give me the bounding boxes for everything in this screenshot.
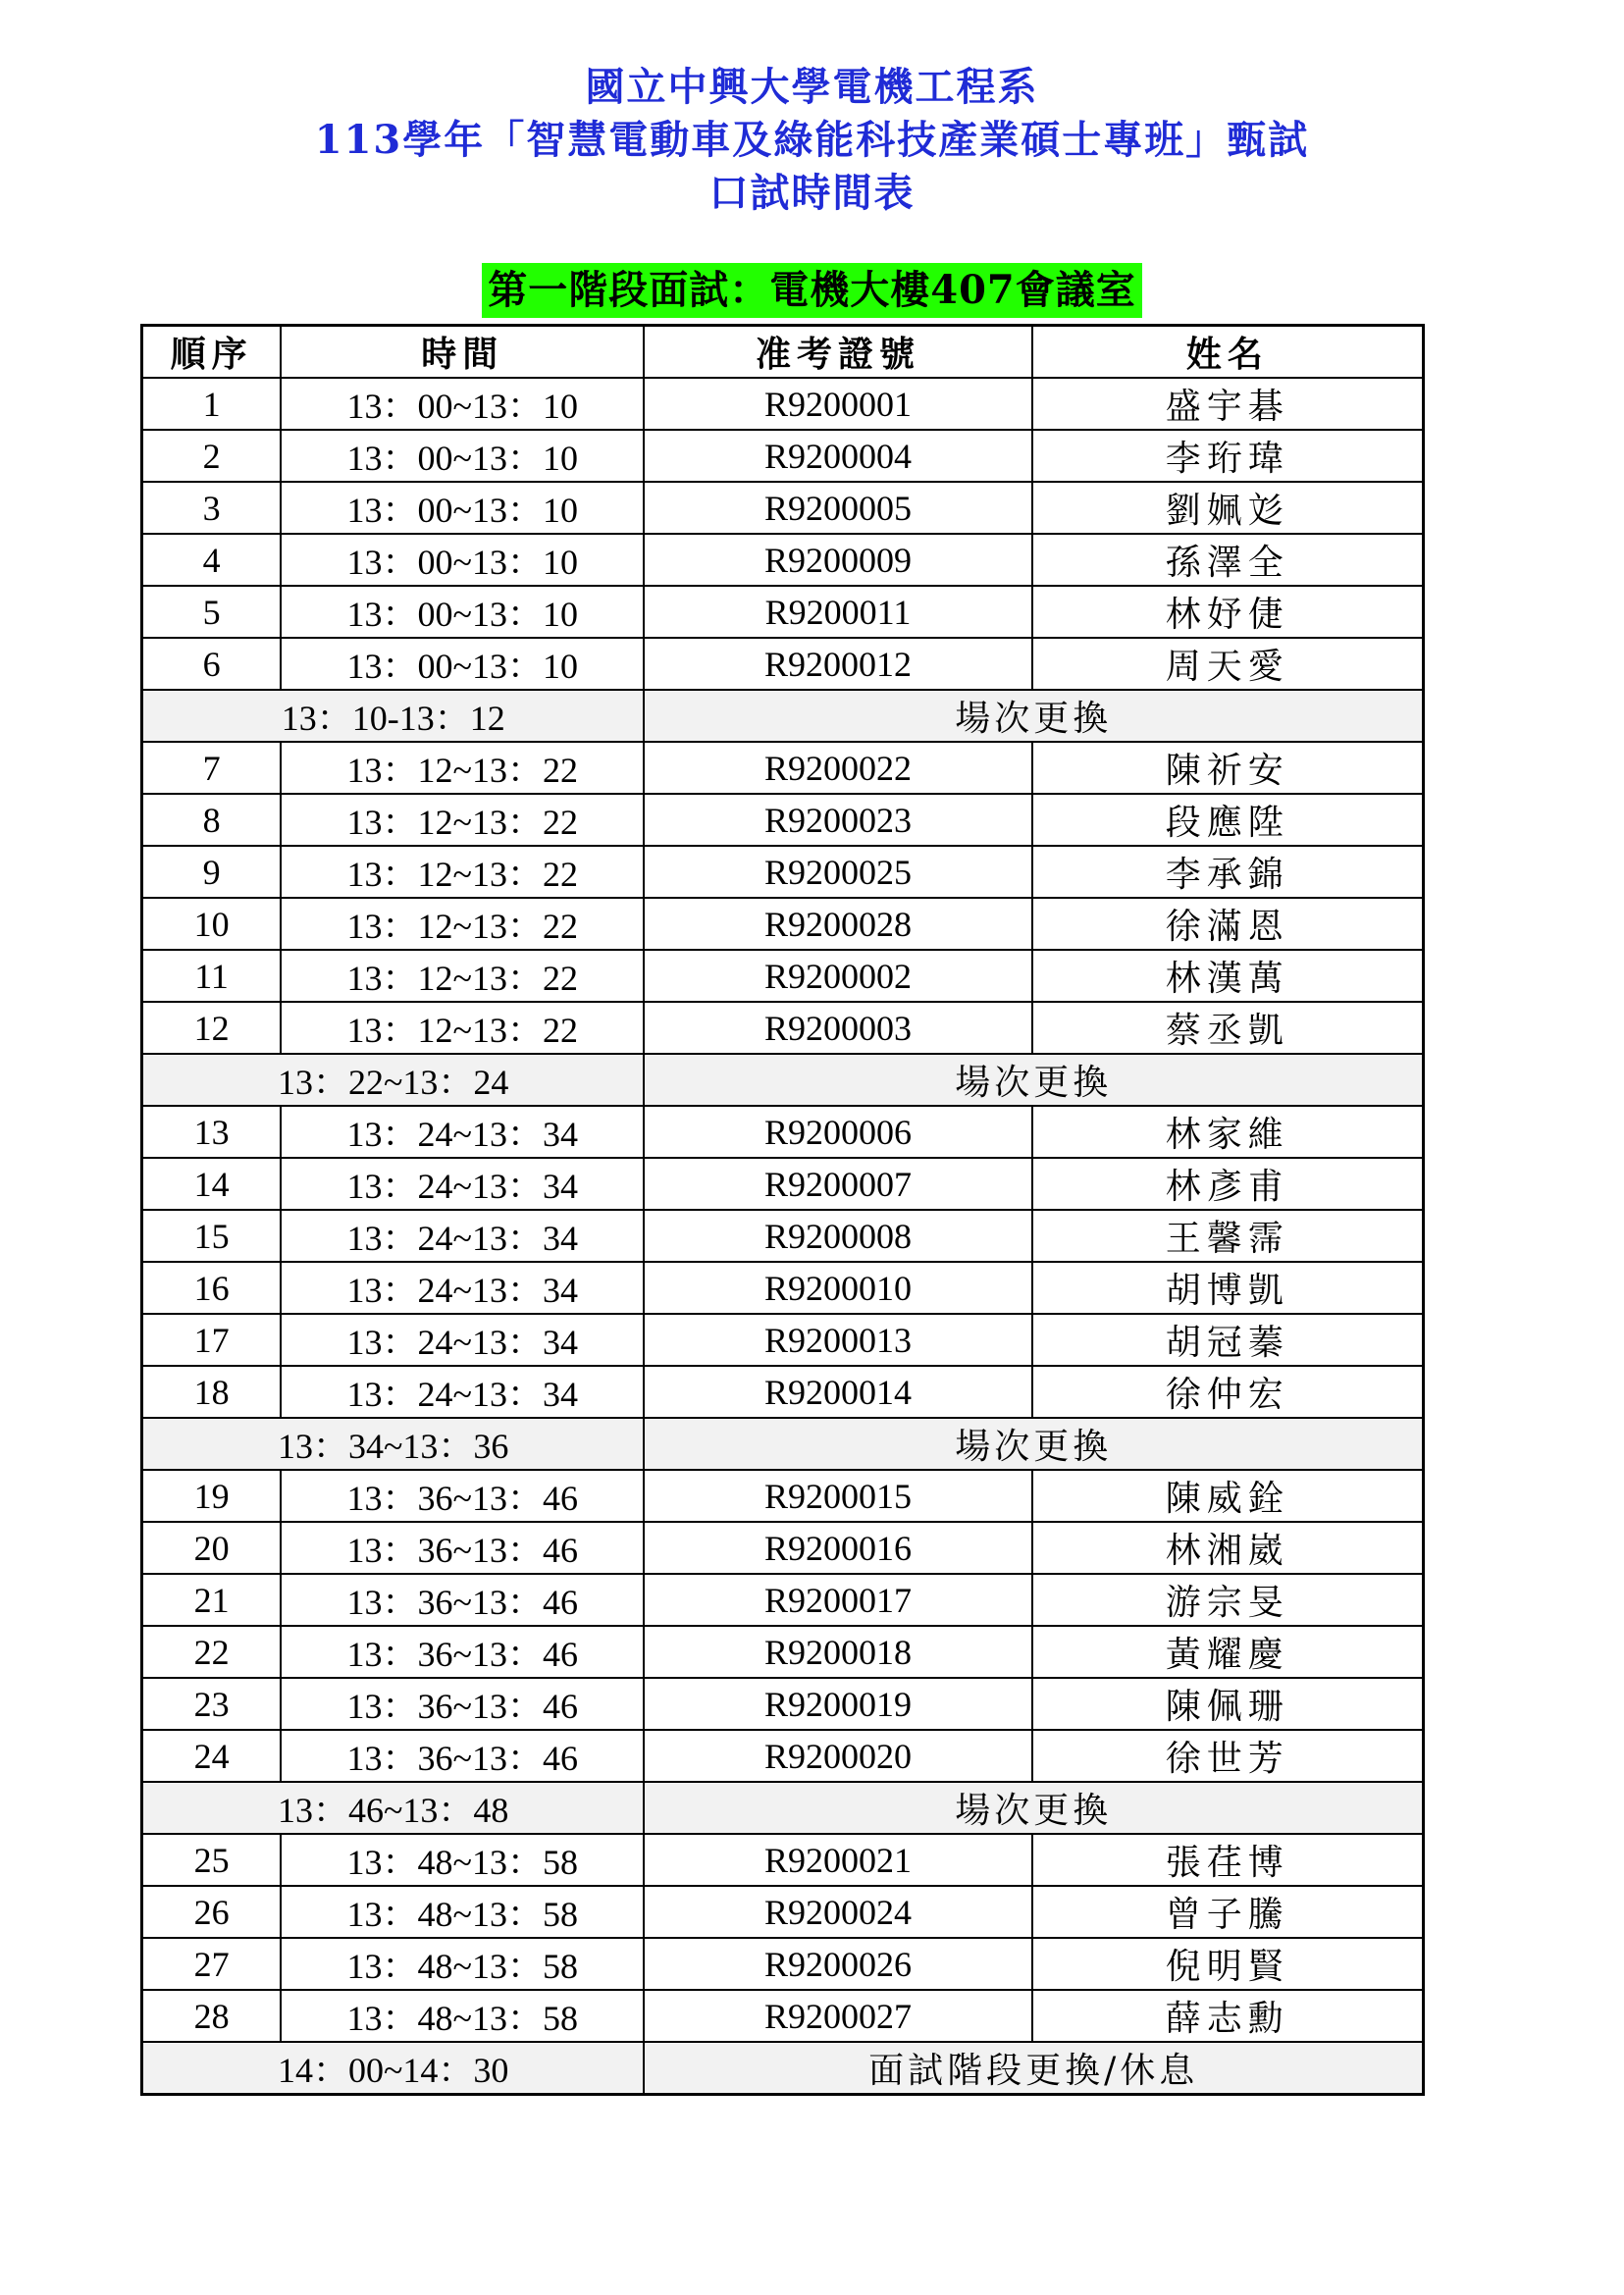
order-cell: 26: [142, 1886, 282, 1938]
exam-id-cell: R9200023: [644, 794, 1031, 846]
table-row: [142, 1834, 1424, 1886]
break-note: 場次更換: [644, 690, 1423, 742]
break-time: 13：34~13：36: [142, 1418, 645, 1470]
time-cell: 13：36~13：46: [281, 1626, 644, 1678]
time-cell: 13：24~13：34: [281, 1158, 644, 1210]
exam-id-cell: R9200011: [644, 586, 1031, 638]
exam-id-cell: R9200015: [644, 1470, 1031, 1522]
table-row: [142, 1886, 1424, 1938]
table-row: [142, 1990, 1424, 2042]
stage-title: 第一階段面試：電機大樓407會議室: [482, 263, 1142, 318]
exam-id-cell: R9200008: [644, 1210, 1031, 1262]
order-cell: 4: [142, 534, 282, 586]
order-cell: 21: [142, 1574, 282, 1626]
order-cell: 7: [142, 742, 282, 794]
exam-id-cell: R9200019: [644, 1678, 1031, 1730]
exam-id-cell: R9200005: [644, 482, 1031, 534]
table-row: [142, 1678, 1424, 1730]
exam-id-cell: R9200012: [644, 638, 1031, 690]
table-row: [142, 1158, 1424, 1210]
name-cell: 孫澤全: [1032, 534, 1424, 586]
order-cell: 20: [142, 1522, 282, 1574]
exam-id-cell: R9200002: [644, 950, 1031, 1002]
break-time: 13：22~13：24: [142, 1054, 645, 1106]
order-cell: 13: [142, 1106, 282, 1158]
order-cell: 14: [142, 1158, 282, 1210]
exam-id-cell: R9200010: [644, 1262, 1031, 1314]
exam-id-cell: R9200024: [644, 1886, 1031, 1938]
time-cell: 13：00~13：10: [281, 430, 644, 482]
table-row: [142, 742, 1424, 794]
exam-id-cell: R9200027: [644, 1990, 1031, 2042]
time-cell: 13：12~13：22: [281, 898, 644, 950]
table-row: [142, 1314, 1424, 1366]
program-title: 113學年「智慧電動車及綠能科技產業碩士專班」甄試: [314, 117, 1310, 163]
exam-id-cell: R9200001: [644, 378, 1031, 430]
table-row: [142, 378, 1424, 430]
break-time: 14：00~14：30: [142, 2042, 645, 2095]
department-title: 國立中興大學電機工程系: [585, 64, 1039, 110]
order-cell: 17: [142, 1314, 282, 1366]
time-cell: 13：12~13：22: [281, 742, 644, 794]
order-cell: 24: [142, 1730, 282, 1782]
name-cell: 段應陞: [1032, 794, 1424, 846]
break-row: [142, 690, 1424, 742]
table-row: [142, 482, 1424, 534]
table-row: [142, 1938, 1424, 1990]
name-cell: 李承錦: [1032, 846, 1424, 898]
table-row: [142, 1002, 1424, 1054]
exam-id-cell: R9200028: [644, 898, 1031, 950]
name-cell: 林彥甫: [1032, 1158, 1424, 1210]
name-cell: 周天愛: [1032, 638, 1424, 690]
interview-schedule-table: [140, 324, 1425, 2096]
time-cell: 13：00~13：10: [281, 534, 644, 586]
time-cell: 13：36~13：46: [281, 1574, 644, 1626]
break-note: 面試階段更換/休息: [644, 2042, 1423, 2095]
document-header: [0, 61, 1624, 220]
break-row: [142, 1782, 1424, 1834]
break-note: 場次更換: [644, 1054, 1423, 1106]
time-cell: 13：00~13：10: [281, 586, 644, 638]
time-cell: 13：00~13：10: [281, 378, 644, 430]
name-cell: 徐滿恩: [1032, 898, 1424, 950]
order-cell: 23: [142, 1678, 282, 1730]
table-row: [142, 1106, 1424, 1158]
header-time: 時間: [281, 326, 644, 379]
name-cell: 李珩瑋: [1032, 430, 1424, 482]
name-cell: 陳佩珊: [1032, 1678, 1424, 1730]
table-row: [142, 1470, 1424, 1522]
break-note: 場次更換: [644, 1782, 1423, 1834]
time-cell: 13：36~13：46: [281, 1730, 644, 1782]
name-cell: 游宗旻: [1032, 1574, 1424, 1626]
exam-id-cell: R9200021: [644, 1834, 1031, 1886]
table-header-row: [142, 326, 1424, 379]
name-cell: 林湘崴: [1032, 1522, 1424, 1574]
order-cell: 25: [142, 1834, 282, 1886]
exam-id-cell: R9200020: [644, 1730, 1031, 1782]
time-cell: 13：48~13：58: [281, 1990, 644, 2042]
table-row: [142, 1366, 1424, 1418]
order-cell: 9: [142, 846, 282, 898]
order-cell: 18: [142, 1366, 282, 1418]
break-time: 13：46~13：48: [142, 1782, 645, 1834]
header-name: 姓名: [1032, 326, 1424, 379]
schedule-title: 口試時間表: [708, 170, 916, 216]
order-cell: 6: [142, 638, 282, 690]
time-cell: 13：24~13：34: [281, 1314, 644, 1366]
table-row: [142, 1262, 1424, 1314]
order-cell: 1: [142, 378, 282, 430]
table-body: [142, 378, 1424, 2095]
time-cell: 13：24~13：34: [281, 1106, 644, 1158]
table-row: [142, 586, 1424, 638]
break-row: [142, 2042, 1424, 2095]
name-cell: 劉姵彣: [1032, 482, 1424, 534]
time-cell: 13：24~13：34: [281, 1210, 644, 1262]
order-cell: 16: [142, 1262, 282, 1314]
exam-id-cell: R9200014: [644, 1366, 1031, 1418]
table-row: [142, 950, 1424, 1002]
break-row: [142, 1418, 1424, 1470]
order-cell: 8: [142, 794, 282, 846]
name-cell: 蔡丞凱: [1032, 1002, 1424, 1054]
order-cell: 27: [142, 1938, 282, 1990]
exam-id-cell: R9200026: [644, 1938, 1031, 1990]
table-row: [142, 534, 1424, 586]
time-cell: 13：24~13：34: [281, 1262, 644, 1314]
exam-id-cell: R9200017: [644, 1574, 1031, 1626]
stage-banner: [0, 263, 1624, 318]
order-cell: 15: [142, 1210, 282, 1262]
name-cell: 胡博凱: [1032, 1262, 1424, 1314]
table-row: [142, 1522, 1424, 1574]
order-cell: 5: [142, 586, 282, 638]
table-row: [142, 1574, 1424, 1626]
order-cell: 12: [142, 1002, 282, 1054]
table-row: [142, 1730, 1424, 1782]
name-cell: 陳威銓: [1032, 1470, 1424, 1522]
name-cell: 徐世芳: [1032, 1730, 1424, 1782]
table-row: [142, 1626, 1424, 1678]
name-cell: 曾子騰: [1032, 1886, 1424, 1938]
exam-id-cell: R9200003: [644, 1002, 1031, 1054]
time-cell: 13：36~13：46: [281, 1470, 644, 1522]
time-cell: 13：00~13：10: [281, 638, 644, 690]
time-cell: 13：24~13：34: [281, 1366, 644, 1418]
time-cell: 13：48~13：58: [281, 1834, 644, 1886]
table-row: [142, 846, 1424, 898]
exam-id-cell: R9200006: [644, 1106, 1031, 1158]
exam-id-cell: R9200007: [644, 1158, 1031, 1210]
name-cell: 薛志勳: [1032, 1990, 1424, 2042]
name-cell: 林家維: [1032, 1106, 1424, 1158]
order-cell: 11: [142, 950, 282, 1002]
exam-id-cell: R9200013: [644, 1314, 1031, 1366]
break-time: 13：10-13：12: [142, 690, 645, 742]
table-row: [142, 430, 1424, 482]
name-cell: 林漢萬: [1032, 950, 1424, 1002]
name-cell: 張荏博: [1032, 1834, 1424, 1886]
header-exam-id: 准考證號: [644, 326, 1031, 379]
order-cell: 28: [142, 1990, 282, 2042]
header-order: 順序: [142, 326, 282, 379]
table-row: [142, 794, 1424, 846]
table-row: [142, 638, 1424, 690]
time-cell: 13：00~13：10: [281, 482, 644, 534]
order-cell: 19: [142, 1470, 282, 1522]
order-cell: 3: [142, 482, 282, 534]
name-cell: 黃耀慶: [1032, 1626, 1424, 1678]
name-cell: 林妤倢: [1032, 586, 1424, 638]
exam-id-cell: R9200025: [644, 846, 1031, 898]
exam-id-cell: R9200018: [644, 1626, 1031, 1678]
name-cell: 徐仲宏: [1032, 1366, 1424, 1418]
order-cell: 10: [142, 898, 282, 950]
time-cell: 13：12~13：22: [281, 794, 644, 846]
exam-id-cell: R9200004: [644, 430, 1031, 482]
time-cell: 13：48~13：58: [281, 1938, 644, 1990]
time-cell: 13：36~13：46: [281, 1678, 644, 1730]
time-cell: 13：12~13：22: [281, 846, 644, 898]
time-cell: 13：36~13：46: [281, 1522, 644, 1574]
order-cell: 2: [142, 430, 282, 482]
name-cell: 胡冠蓁: [1032, 1314, 1424, 1366]
order-cell: 22: [142, 1626, 282, 1678]
break-row: [142, 1054, 1424, 1106]
name-cell: 倪明賢: [1032, 1938, 1424, 1990]
time-cell: 13：12~13：22: [281, 950, 644, 1002]
break-note: 場次更換: [644, 1418, 1423, 1470]
name-cell: 王馨霈: [1032, 1210, 1424, 1262]
table-row: [142, 898, 1424, 950]
exam-id-cell: R9200009: [644, 534, 1031, 586]
exam-id-cell: R9200022: [644, 742, 1031, 794]
name-cell: 盛宇碁: [1032, 378, 1424, 430]
time-cell: 13：48~13：58: [281, 1886, 644, 1938]
time-cell: 13：12~13：22: [281, 1002, 644, 1054]
table-row: [142, 1210, 1424, 1262]
name-cell: 陳祈安: [1032, 742, 1424, 794]
exam-id-cell: R9200016: [644, 1522, 1031, 1574]
